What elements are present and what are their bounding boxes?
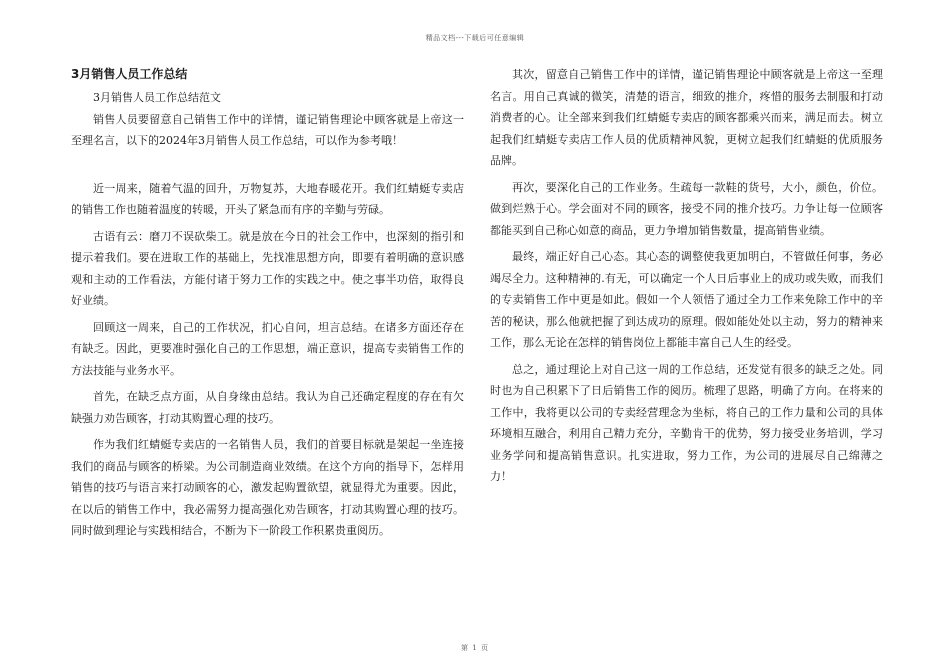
body-paragraph: 总之，通过理论上对自己这一周的工作总结，还发觉有很多的缺乏之处。同时也为自己积累下了日后销售工作的阅历。梳理了思路，明确了方向。在将来的工作中，我将更以公司的专卖经营理念为坐标，将自己的工作力量和公司的具体环境相互融合，利用自己精力充分，辛勤肯干的优势，努力接受业务培训，学习业务学问和提高销售意识。扎实进取，努力工作，为公司的进展尽自己绵薄之力！: [490, 362, 883, 483]
body-paragraph: 作为我们红蜻蜓专卖店的一名销售人员，我们的首要目标就是架起一坐连接我们的商品与顾客的桥梁。为公司制造商业效绩。在这个方向的指导下，怎样用销售的技巧与语言来打动顾客的心，激发起购置欲望，就显得尤为重要。因此，在以后的销售工作中，我必需努力提高强化劝告顾客，打动其购置心理的技巧。同时做到理论与实践相结合，不断为下一阶段工作积累贵重阅历。: [71, 438, 464, 537]
page-header-note: 精品文档---下载后可任意编辑: [425, 34, 525, 42]
body-paragraph: 其次，留意自己销售工作中的详情，谨记销售理论中顾客就是上帝这一至理名言。用自己真诚的微笑，清楚的语言，细致的推介，疼惜的服务去制服和打动消费者的心。让全部来到我们红蜻蜓专卖店的顾客都乘兴而来，满足而去。树立起我们红蜻蜓专卖店工作人员的优质精神风貌，更树立起我们红蜻蜓的优质服务品牌。: [490, 68, 883, 167]
right-column: [490, 64, 883, 493]
body-paragraph: 古语有云：磨刀不误砍柴工。就是放在今日的社会工作中，也深刻的指引和提示着我们。要在进取工作的基础上，先找准思想方向，即要有着明确的意识感观和主动的工作看法，方能付诸于努力工作的实践之中。使之事半功倍，取得良好业绩。: [71, 229, 464, 307]
intro-paragraph: 销售人员要留意自己销售工作中的详情，谨记销售理论中顾客就是上帝这一至理名言，以下的2024年3月销售人员工作总结，可以作为参考哦！: [71, 112, 464, 147]
body-paragraph: 首先，在缺乏点方面，从自身缘由总结。我认为自己还确定程度的存在有欠缺强力劝告顾客，打动其购置心理的技巧。: [71, 390, 464, 425]
body-paragraph: 近一周来，随着气温的回升，万物复苏，大地春暖花开。我们红蜻蜓专卖店的销售工作也随着温度的转暖，开头了紧急而有序的辛勤与劳碌。: [71, 181, 464, 216]
document-title: 3月销售人员工作总结: [71, 67, 188, 81]
body-paragraph: 最终，端正好自己心态。其心态的调整使我更加明白，不管做任何事，务必竭尽全力。这种精神的.有无，可以确定一个人日后事业上的成功或失败，而我们的专卖销售工作中更是如此。假如一个人领悟了通过全力工作来免除工作中的辛苦的秘诀，那么他就把握了到达成功的原理。假如能处处以主动，努力的精神来工作，那么无论在怎样的销售岗位上都能丰富自己人生的经受。: [490, 250, 883, 349]
left-column: [71, 64, 464, 547]
body-paragraph: 回顾这一周来，自己的工作状况，扪心自问，坦言总结。在诸多方面还存在有缺乏。因此，更要准时强化自己的工作思想，端正意识，提高专卖销售工作的方法技能与业务水平。: [71, 320, 464, 377]
document-subtitle: 3月销售人员工作总结范文: [93, 91, 221, 104]
page-number: 第 1 页: [461, 644, 489, 652]
body-paragraph: 再次，要深化自己的工作业务。生疏每一款鞋的货号，大小，颜色，价位。做到烂熟于心。学会面对不同的顾客，接受不同的推介技巧。力争让每一位顾客都能买到自己称心如意的商品，更力争增加销售数量，提高销售业绩。: [490, 180, 883, 237]
